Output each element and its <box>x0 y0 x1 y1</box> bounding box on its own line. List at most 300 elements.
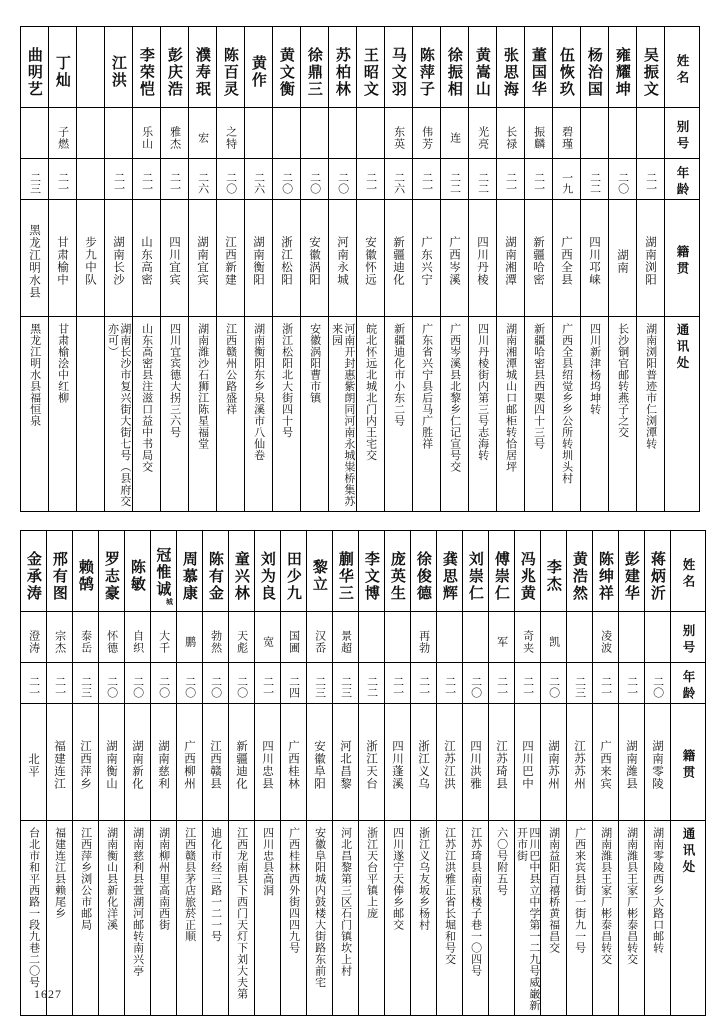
native-text: 湖南零陵 <box>650 740 665 790</box>
cell-address <box>177 821 203 1016</box>
native-text: 四川邛崃 <box>587 236 602 286</box>
native-text: 浙江松阳 <box>279 236 294 286</box>
cell-address <box>21 317 49 512</box>
name-text: 黄作 <box>249 55 268 89</box>
cell-native <box>245 200 273 317</box>
address-text: 湖南益阳百禧桥黄福昌交 <box>547 827 561 954</box>
alias-text: 宏 <box>196 132 210 144</box>
native-text: 湖南衡山 <box>104 740 119 790</box>
cell-name <box>567 531 593 612</box>
cell-native <box>469 200 497 317</box>
alias-text: 凯 <box>547 636 561 648</box>
native-text: 湖南湘潭 <box>503 236 518 286</box>
cell-native <box>411 704 437 821</box>
table-row-alias <box>21 108 700 159</box>
alias-text: 怀德 <box>105 630 119 654</box>
native-text: 江苏苏州 <box>572 740 587 790</box>
address-text: 广西全县绍觉乡乡公所转圳头村 <box>560 323 574 484</box>
cell-alias <box>567 612 593 663</box>
cell-native <box>385 704 411 821</box>
cell-name <box>281 531 307 612</box>
address-text: 福建连江县赖尾乡 <box>53 827 67 919</box>
cell-name <box>21 531 47 612</box>
cell-age <box>437 663 463 704</box>
age-text: 二一 <box>391 676 405 698</box>
cell-name <box>333 531 359 612</box>
name-text: 庞英生 <box>388 550 407 602</box>
cell-alias <box>619 612 645 663</box>
address-text: 浙江松阳北大街四十号 <box>280 323 294 438</box>
cell-address <box>541 821 567 1016</box>
cell-name <box>99 531 125 612</box>
cell-address <box>469 317 497 512</box>
age-text: 二六 <box>252 172 266 194</box>
cell-name <box>307 531 333 612</box>
name-text: 龚思辉 <box>440 550 459 602</box>
cell-address <box>619 821 645 1016</box>
cell-age <box>333 663 359 704</box>
cell-name <box>273 27 301 108</box>
cell-alias <box>21 612 47 663</box>
cell-age <box>581 159 609 200</box>
age-text: 二一 <box>417 676 431 698</box>
age-text: 二一 <box>53 676 67 698</box>
cell-alias <box>307 612 333 663</box>
cell-native <box>619 704 645 821</box>
alias-text: 之特 <box>224 126 238 150</box>
cell-alias <box>229 612 255 663</box>
cell-native <box>329 200 357 317</box>
name-text: 李杰 <box>544 559 563 593</box>
cell-address <box>497 317 525 512</box>
age-text: 二〇 <box>224 172 238 194</box>
native-text: 广西柳州 <box>182 740 197 790</box>
cell-native <box>151 704 177 821</box>
cell-age <box>133 159 161 200</box>
alias-text: 雅杰 <box>168 126 182 150</box>
age-text: 二三 <box>79 676 93 698</box>
cell-address <box>125 821 151 1016</box>
cell-alias <box>553 108 581 159</box>
age-text: 二一 <box>27 676 41 698</box>
name-text: 曲明艺 <box>25 46 44 98</box>
name-text: 陈绅祥 <box>596 550 615 602</box>
cell-native <box>77 200 105 317</box>
address-text: 湖南衡山县新化洋溪 <box>105 827 119 931</box>
address-text: 四川巴中县立中学第一二九号威巌新开市街 <box>515 827 541 1011</box>
cell-alias <box>411 612 437 663</box>
age-text: 二〇 <box>469 676 483 698</box>
name-text: 苏柏林 <box>333 46 352 98</box>
address-text: 江西龙南县下西门天灯下刘大夫第 <box>235 827 249 1000</box>
age-text: 二一 <box>504 172 518 194</box>
table-row-native <box>21 704 706 821</box>
cell-native <box>177 704 203 821</box>
native-text: 四川巴中 <box>520 740 535 790</box>
cell-age <box>525 159 553 200</box>
age-text: 二一 <box>56 172 70 194</box>
cell-name <box>189 27 217 108</box>
cell-alias <box>609 108 637 159</box>
age-text: 二一 <box>625 676 639 698</box>
address-text: 四川丹棱街内第三号志海转 <box>476 323 490 461</box>
address-text: 广西桂林西外街四四九号 <box>287 827 301 954</box>
cell-age <box>161 159 189 200</box>
native-text: 北平 <box>26 752 41 778</box>
native-text: 广西桂林 <box>286 740 301 790</box>
table-row-age <box>21 159 700 200</box>
cell-address <box>441 317 469 512</box>
cell-address <box>99 821 125 1016</box>
table-row-address <box>21 821 706 1016</box>
cell-native <box>413 200 441 317</box>
address-text: 江苏江洪雅正省长堀和号交 <box>443 827 457 965</box>
native-text: 安徽怀远 <box>363 236 378 286</box>
cell-age <box>99 663 125 704</box>
cell-name <box>609 27 637 108</box>
cell-age <box>385 663 411 704</box>
alias-text: 连 <box>448 132 462 144</box>
row-label-text: 年龄 <box>675 165 690 199</box>
cell-native <box>49 200 77 317</box>
address-text: 浙江义乌友坂乡杨村 <box>417 827 431 931</box>
cell-name <box>229 531 255 612</box>
alias-text: 振麟 <box>532 126 546 150</box>
cell-address <box>273 317 301 512</box>
alias-text: 军 <box>495 636 509 648</box>
cell-age <box>357 159 385 200</box>
table-row-native <box>21 200 700 317</box>
cell-age <box>273 159 301 200</box>
name-text: 杨治国 <box>585 46 604 98</box>
cell-name <box>553 27 581 108</box>
cell-alias <box>385 108 413 159</box>
name-text: 李文博 <box>362 550 381 602</box>
cell-alias <box>441 108 469 159</box>
cell-alias <box>497 108 525 159</box>
address-text: 黑龙江明水县福恒泉 <box>28 323 42 427</box>
address-text: 湖南潍县王家厂彬泰昌转交 <box>599 827 613 965</box>
cell-native <box>273 200 301 317</box>
native-text: 湖南衡阳 <box>251 236 266 286</box>
name-text: 董国华 <box>529 46 548 98</box>
alias-text: 宽 <box>261 636 275 648</box>
cell-age <box>385 159 413 200</box>
age-text: 二四 <box>287 676 301 698</box>
alias-text: 光亮 <box>476 126 490 150</box>
cell-address <box>581 317 609 512</box>
alias-text: 奇夹 <box>521 630 535 654</box>
row-label-native <box>671 704 706 821</box>
cell-address <box>77 317 105 512</box>
row-label-text: 姓名 <box>675 53 690 87</box>
native-text: 新疆哈密 <box>531 236 546 286</box>
native-text: 湖南 <box>615 248 630 274</box>
age-text: 二一 <box>532 172 546 194</box>
row-label-alias <box>665 108 700 159</box>
cell-name <box>125 531 151 612</box>
address-text: 湖南衡阳东乡泉溪市八仙卷 <box>252 323 266 461</box>
cell-name <box>105 27 133 108</box>
cell-alias <box>255 612 281 663</box>
cell-age <box>567 663 593 704</box>
name-text: 伍恢玖 <box>557 46 576 98</box>
block-divider <box>20 512 694 530</box>
row-label-text: 通讯处 <box>681 827 696 877</box>
cell-age <box>307 663 333 704</box>
row-label-name <box>671 531 706 612</box>
cell-alias <box>125 612 151 663</box>
cell-native <box>489 704 515 821</box>
cell-address <box>385 821 411 1016</box>
table-row-name <box>21 27 700 108</box>
cell-alias <box>637 108 665 159</box>
cell-address <box>515 821 541 1016</box>
cell-native <box>609 200 637 317</box>
cell-alias <box>333 612 359 663</box>
cell-name <box>161 27 189 108</box>
address-text: 甘肃榆浍中红柳 <box>56 323 70 404</box>
name-text: 刘为良 <box>258 550 277 602</box>
native-text: 安徽涡阳 <box>307 236 322 286</box>
name-text: 陈敏 <box>128 559 147 593</box>
address-text: 四川宜宾德大拐三六号 <box>168 323 182 438</box>
age-text: 二一 <box>599 676 613 698</box>
cell-age <box>637 159 665 200</box>
cell-address <box>161 317 189 512</box>
age-text: 二〇 <box>235 676 249 698</box>
name-text: 雍耀坤 <box>613 46 632 98</box>
cell-address <box>333 821 359 1016</box>
cell-address <box>255 821 281 1016</box>
native-text: 步九中队 <box>83 236 98 286</box>
cell-age <box>125 663 151 704</box>
cell-name <box>469 27 497 108</box>
cell-age <box>609 159 637 200</box>
page-folio: 1627 <box>34 987 62 1001</box>
table-row-address <box>21 317 700 512</box>
alias-text: 勃然 <box>209 630 223 654</box>
cell-alias <box>541 612 567 663</box>
address-text: 长沙铜官邮转燕子之交 <box>616 323 630 438</box>
cell-native <box>645 704 671 821</box>
native-text: 江西萍乡 <box>78 740 93 790</box>
age-text: 二〇 <box>308 172 322 194</box>
cell-alias <box>245 108 273 159</box>
address-text: 浙江天台平镇上庞 <box>365 827 379 919</box>
cell-age <box>593 663 619 704</box>
cell-address <box>73 821 99 1016</box>
address-text: 湖南长沙市复兴街大街七号（县府交亦可） <box>106 323 132 507</box>
cell-alias <box>177 612 203 663</box>
cell-name <box>151 531 177 612</box>
age-text: 二〇 <box>209 676 223 698</box>
native-text: 河北昌黎 <box>338 740 353 790</box>
address-text: 江苏琦县南京楼子巷一〇四号 <box>469 827 483 977</box>
cell-age <box>645 663 671 704</box>
cell-age <box>359 663 385 704</box>
cell-alias <box>151 612 177 663</box>
cell-name <box>217 27 245 108</box>
address-text: 六〇号附五号 <box>495 827 509 896</box>
cell-native <box>497 200 525 317</box>
cell-alias <box>463 612 489 663</box>
cell-native <box>47 704 73 821</box>
cell-alias <box>21 108 49 159</box>
cell-alias <box>47 612 73 663</box>
cell-native <box>21 200 49 317</box>
cell-native <box>515 704 541 821</box>
alias-text: 天彪 <box>235 630 249 654</box>
cell-alias <box>469 108 497 159</box>
native-text: 湖南浏阳 <box>643 236 658 286</box>
cell-age <box>301 159 329 200</box>
alias-text: 澄涛 <box>27 630 41 654</box>
cell-native <box>463 704 489 821</box>
age-text: 二二 <box>448 172 462 194</box>
cell-address <box>189 317 217 512</box>
alias-text: 伟芳 <box>420 126 434 150</box>
cell-name <box>497 27 525 108</box>
alias-text: 泰岳 <box>79 630 93 654</box>
cell-native <box>21 704 47 821</box>
cell-native <box>105 200 133 317</box>
native-text: 湖南新化 <box>130 740 145 790</box>
native-text: 浙江天台 <box>364 740 379 790</box>
cell-address <box>307 821 333 1016</box>
cell-alias <box>73 612 99 663</box>
cell-age <box>469 159 497 200</box>
cell-name <box>49 27 77 108</box>
cell-address <box>553 317 581 512</box>
cell-address <box>357 317 385 512</box>
cell-alias <box>105 108 133 159</box>
cell-native <box>637 200 665 317</box>
cell-address <box>151 821 177 1016</box>
row-label-address <box>671 821 706 1016</box>
alias-text: 汉岙 <box>313 630 327 654</box>
name-text: 马文羽 <box>389 46 408 98</box>
native-text: 湖南潍县 <box>624 740 639 790</box>
name-text: 童兴林 <box>232 550 251 602</box>
cell-address <box>133 317 161 512</box>
cell-age <box>49 159 77 200</box>
age-text: 二〇 <box>183 676 197 698</box>
cell-address <box>329 317 357 512</box>
age-text: 二二 <box>365 676 379 698</box>
cell-name <box>411 531 437 612</box>
cell-age <box>203 663 229 704</box>
cell-age <box>229 663 255 704</box>
cell-age <box>619 663 645 704</box>
cell-name <box>385 27 413 108</box>
cell-address <box>525 317 553 512</box>
address-text: 四川忠县高洞 <box>261 827 275 896</box>
alias-text: 大千 <box>157 630 171 654</box>
cell-age <box>217 159 245 200</box>
native-text: 新疆迪化 <box>234 740 249 790</box>
cell-alias <box>99 612 125 663</box>
cell-alias <box>525 108 553 159</box>
cell-address <box>281 821 307 1016</box>
roster-table-top <box>20 26 700 512</box>
name-text: 赖鹄 <box>76 559 95 593</box>
address-text: 湖南湘潭城山口邮柜转恰居坪 <box>504 323 518 473</box>
name-text: 张思海 <box>501 46 520 98</box>
cell-alias <box>329 108 357 159</box>
name-text: 蒋炳沂 <box>648 550 667 602</box>
cell-name <box>73 531 99 612</box>
cell-name <box>255 531 281 612</box>
alias-text: 碧瑾 <box>560 126 574 150</box>
native-text: 浙江义乌 <box>416 740 431 790</box>
address-text: 新疆迪化市小东二号 <box>392 323 406 427</box>
cell-name <box>515 531 541 612</box>
cell-alias <box>133 108 161 159</box>
native-text: 四川丹棱 <box>475 236 490 286</box>
address-text: 湖南零陵西乡大路口邮转 <box>651 827 665 954</box>
address-text: 湖南潍沙石狮江陈星福堂 <box>196 323 210 450</box>
cell-age <box>73 663 99 704</box>
cell-alias <box>489 612 515 663</box>
cell-address <box>203 821 229 1016</box>
address-text: 河南开封惠紫朗同河南永城粜桥集苏来园 <box>330 323 356 507</box>
address-text: 四川遂宁天俸乡邮交 <box>391 827 405 931</box>
name-text: 吴振文 <box>641 46 660 98</box>
native-text: 湖南慈利 <box>156 740 171 790</box>
age-text: 二一 <box>261 676 275 698</box>
cell-alias <box>437 612 463 663</box>
name-text: 李荣恺 <box>137 46 156 98</box>
cell-alias <box>593 612 619 663</box>
cell-age <box>177 663 203 704</box>
cell-age <box>413 159 441 200</box>
name-text: 王昭文 <box>361 46 380 98</box>
cell-native <box>125 704 151 821</box>
address-text: 四川新津杨坞坤转 <box>588 323 602 415</box>
cell-native <box>255 704 281 821</box>
address-text: 江西赣州公路盛祥 <box>224 323 238 415</box>
cell-alias <box>413 108 441 159</box>
cell-age <box>497 159 525 200</box>
cell-native <box>161 200 189 317</box>
cell-native <box>567 704 593 821</box>
alias-text: 自织 <box>131 630 145 654</box>
cell-native <box>441 200 469 317</box>
cell-name <box>385 531 411 612</box>
row-label-text: 别号 <box>681 623 696 657</box>
cell-age <box>245 159 273 200</box>
address-text: 湖南慈利县萱湖河邮转南兴亭 <box>131 827 145 977</box>
cell-name <box>301 27 329 108</box>
address-text: 安徽阜阳城内鼓楼大街路东前宅 <box>313 827 327 988</box>
alias-text: 景超 <box>339 630 353 654</box>
name-text: 江洪 <box>109 55 128 89</box>
row-label-address <box>665 317 700 512</box>
cell-age <box>515 663 541 704</box>
cell-native <box>229 704 255 821</box>
name-text: 冠惟诚$^城$ <box>154 547 174 605</box>
cell-name <box>489 531 515 612</box>
cell-name <box>593 531 619 612</box>
row-label-text: 籍贯 <box>681 748 696 782</box>
cell-address <box>49 317 77 512</box>
name-text: 傅崇仁 <box>492 550 511 602</box>
name-text: 丁灿 <box>53 55 72 89</box>
cell-address <box>105 317 133 512</box>
cell-alias <box>189 108 217 159</box>
address-text: 广西岑溪县北黎乡仁记宣号交 <box>448 323 462 473</box>
